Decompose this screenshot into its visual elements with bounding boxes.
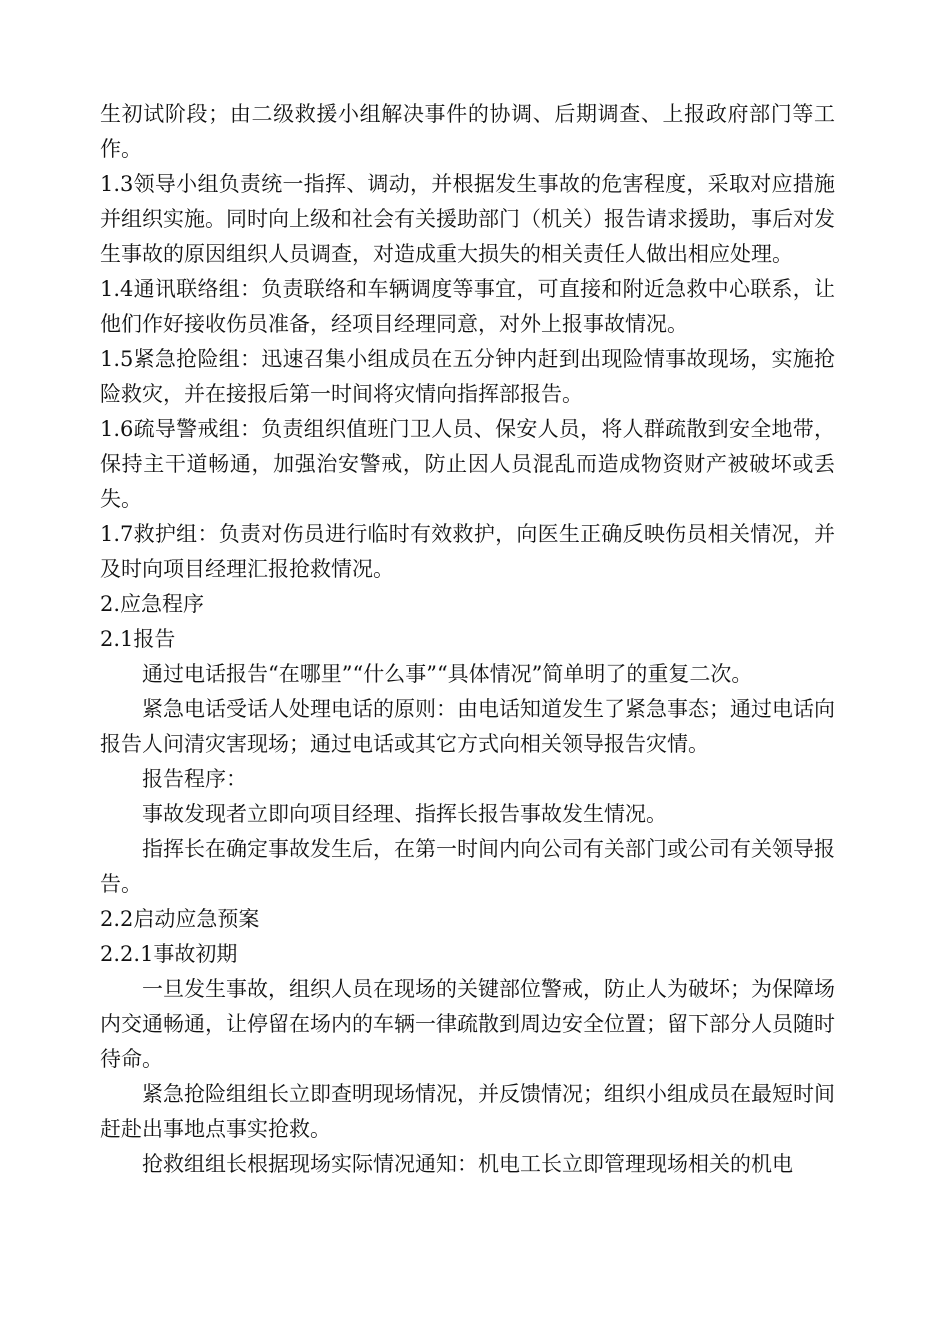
- paragraph: 指挥长在确定事故发生后，在第一时间内向公司有关部门或公司有关领导报告。: [100, 837, 835, 896]
- section-heading: 2.2启动应急预案: [100, 907, 260, 931]
- section-heading: 2.应急程序: [100, 592, 205, 616]
- section-heading: 2.2.1事故初期: [100, 942, 238, 966]
- paragraph: 事故发现者立即向项目经理、指挥长报告事故发生情况。: [142, 802, 667, 826]
- paragraph: 抢救组组长根据现场实际情况通知：机电工长立即管理现场相关的机电: [142, 1152, 793, 1176]
- paragraph: 报告程序：: [142, 767, 247, 791]
- paragraph: 1.4通讯联络组：负责联络和车辆调度等事宜，可直接和附近急救中心联系，让他们作好接收伤员准备，经项目经理同意，对外上报事故情况。: [100, 277, 835, 336]
- paragraph: 一旦发生事故，组织人员在现场的关键部位警戒，防止人为破坏；为保障场内交通畅通，让停留在场内的车辆一律疏散到周边安全位置；留下部分人员随时待命。: [100, 977, 835, 1071]
- paragraph: 1.6疏导警戒组：负责组织值班门卫人员、保安人员，将人群疏散到安全地带，保持主干道畅通，加强治安警戒，防止因人员混乱而造成物资财产被破坏或丢失。: [100, 417, 835, 511]
- paragraph: 紧急抢险组组长立即查明现场情况，并反馈情况；组织小组成员在最短时间赶赴出事地点事实抢救。: [100, 1082, 835, 1141]
- paragraph: 1.7救护组：负责对伤员进行临时有效救护，向医生正确反映伤员相关情况，并及时向项目经理汇报抢救情况。: [100, 522, 835, 581]
- paragraph: 通过电话报告“在哪里”“什么事”“具体情况”简单明了的重复二次。: [142, 662, 753, 686]
- paragraph: 1.5紧急抢险组：迅速召集小组成员在五分钟内赶到出现险情事故现场，实施抢险救灾，并在接报后第一时间将灾情向指挥部报告。: [100, 347, 835, 406]
- paragraph: 紧急电话受话人处理电话的原则：由电话知道发生了紧急事态；通过电话向报告人问清灾害现场；通过电话或其它方式向相关领导报告灾情。: [100, 697, 835, 756]
- paragraph: 1.3领导小组负责统一指挥、调动，并根据发生事故的危害程度，采取对应措施并组织实施。同时向上级和社会有关援助部门（机关）报告请求援助，事后对发生事故的原因组织人员调查，对造成重大损失的相关责任人做出相应处理。: [100, 172, 835, 266]
- paragraph: 生初试阶段；由二级救援小组解决事件的协调、后期调查、上报政府部门等工作。: [100, 102, 835, 161]
- document-page: [100, 97, 835, 1182]
- section-heading: 2.1报告: [100, 627, 176, 651]
